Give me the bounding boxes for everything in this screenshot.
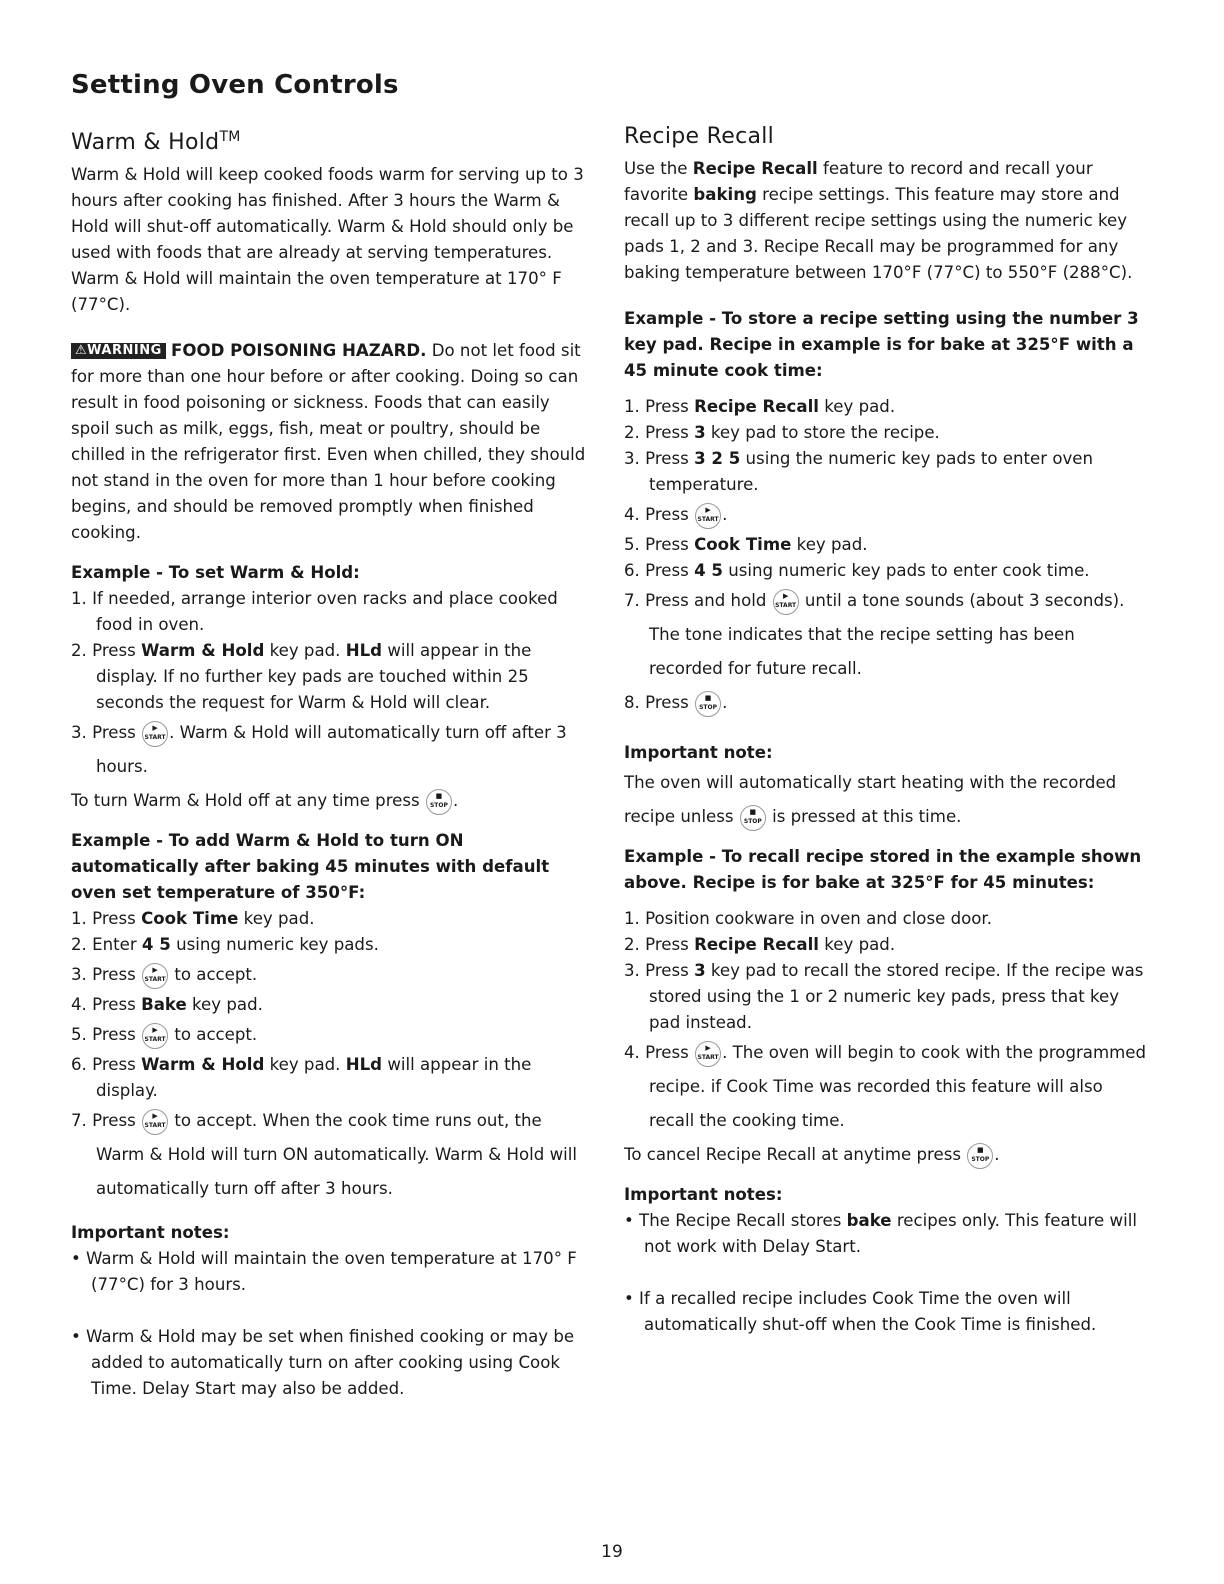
- list-item: • Warm & Hold may be set when finished cooking or may be added to automatically turn on after cooking using Cook Time. Delay Start may also be added.: [71, 1327, 575, 1398]
- stop-key-icon: ■ STOP: [695, 691, 721, 717]
- recipe-recall-section: [624, 122, 1149, 1338]
- warm-hold-notes-title: Important notes:: [71, 1223, 230, 1242]
- stop-key-icon: ■ STOP: [426, 789, 452, 815]
- list-item: • If a recalled recipe includes Cook Time the oven will automatically shut-off when the Cook Time is finished.: [624, 1289, 1097, 1334]
- warm-hold-notes: [71, 1246, 591, 1402]
- list-item: 3. Press 3 key pad to recall the stored recipe. If the recipe was stored using the 1 or 2 numeric key pads, press that key pad instead.: [624, 961, 1144, 1032]
- start-key-icon: ▶ START: [773, 589, 799, 615]
- recipe-notes-title: Important notes:: [624, 1185, 783, 1204]
- list-item: 6. Press 4 5 using numeric key pads to enter cook time.: [624, 561, 1090, 580]
- list-item: 3. Press ▶ START . Warm & Hold will automatically turn off after 3 hours.: [71, 716, 591, 784]
- example-recall-recipe-title: Example - To recall recipe stored in the example shown above. Recipe is for bake at 325°F for 45 minutes:: [624, 847, 1142, 892]
- list-item: 1. Position cookware in oven and close door.: [624, 909, 993, 928]
- start-key-icon: ▶ START: [695, 1041, 721, 1067]
- warm-hold-section: [71, 122, 591, 1402]
- turn-off-instruction: To turn Warm & Hold off at any time press ■ STOP .: [71, 784, 591, 818]
- warning-title: FOOD POISONING HAZARD.: [171, 341, 427, 360]
- cancel-recipe-recall: To cancel Recipe Recall at anytime press ■ STOP .: [624, 1138, 1149, 1172]
- stop-key-icon: ■ STOP: [740, 805, 766, 831]
- example-set-warm-hold-steps: [71, 586, 591, 784]
- start-key-icon: ▶ START: [142, 721, 168, 747]
- start-key-icon: ▶ START: [142, 963, 168, 989]
- warning-text: Do not let food sit for more than one hour before or after cooking. Doing so can result in food poisoning or sickness. Foods that can easily spoil such as milk, eggs, fish, meat or poultry, should be chilled in the refrigerator first. Even when chilled, they should not stand in the oven for more than 1 hour before cooking begins, and should be removed promptly when finished cooking.: [71, 341, 586, 542]
- list-item: 4. Press ▶ START .: [624, 498, 1149, 532]
- warm-hold-heading: Warm & Hold™: [71, 129, 241, 155]
- list-item: 1. Press Cook Time key pad.: [71, 909, 315, 928]
- recipe-recall-heading: Recipe Recall: [624, 124, 775, 149]
- start-key-icon: ▶ START: [142, 1109, 168, 1135]
- list-item: 7. Press and hold ▶ START until a tone sounds (about 3 seconds). The tone indicates that the recipe setting has been recorded for future recall.: [624, 584, 1149, 686]
- page-number: 19: [601, 1542, 623, 1562]
- warm-hold-intro: Warm & Hold will keep cooked foods warm for serving up to 3 hours after cooking has finished. After 3 hours the Warm & Hold will shut-off automatically. Warm & Hold should only be used with foods that are already at serving temperatures. Warm & Hold will maintain the oven temperature at 170° F (77°C).: [71, 165, 584, 314]
- list-item: 4. Press Bake key pad.: [71, 995, 263, 1014]
- list-item: 5. Press ▶ START to accept.: [71, 1018, 591, 1052]
- list-item: 2. Press Recipe Recall key pad.: [624, 935, 896, 954]
- list-item: 3. Press 3 2 5 using the numeric key pads to enter oven temperature.: [624, 449, 1094, 494]
- example-add-warm-hold-title: Example - To add Warm & Hold to turn ON automatically after baking 45 minutes with default oven set temperature of 350°F:: [71, 831, 550, 902]
- example-store-recipe-title: Example - To store a recipe setting using the number 3 key pad. Recipe in example is for bake at 325°F with a 45 minute cook time:: [624, 309, 1139, 380]
- list-item: 6. Press Warm & Hold key pad. HLd will appear in the display.: [71, 1055, 532, 1100]
- list-item: 1. If needed, arrange interior oven racks and place cooked food in oven.: [71, 589, 558, 634]
- list-item: 7. Press ▶ START to accept. When the cook time runs out, the Warm & Hold will turn ON automatically. Warm & Hold will automatically turn off after 3 hours.: [71, 1104, 591, 1206]
- warning-paragraph: [71, 338, 591, 546]
- list-item: 4. Press ▶ START . The oven will begin to cook with the programmed recipe. if Cook Time was recorded this feature will also recall the cooking time.: [624, 1036, 1149, 1138]
- list-item: 1. Press Recipe Recall key pad.: [624, 397, 896, 416]
- recipe-important-note: The oven will automatically start heating with the recorded recipe unless ■ STOP is pressed at this time.: [624, 766, 1149, 834]
- list-item: 2. Enter 4 5 using numeric key pads.: [71, 935, 379, 954]
- list-item: • Warm & Hold will maintain the oven temperature at 170° F (77°C) for 3 hours.: [71, 1249, 577, 1294]
- warning-badge: ⚠WARNING: [71, 343, 166, 359]
- start-key-icon: ▶ START: [695, 503, 721, 529]
- page-title: Setting Oven Controls: [71, 70, 399, 100]
- list-item: 2. Press 3 key pad to store the recipe.: [624, 423, 940, 442]
- list-item: • The Recipe Recall stores bake recipes only. This feature will not work with Delay Start.: [624, 1211, 1137, 1256]
- example-recall-recipe-steps: [624, 906, 1149, 1138]
- list-item: 3. Press ▶ START to accept.: [71, 958, 591, 992]
- stop-key-icon: ■ STOP: [967, 1143, 993, 1169]
- recipe-important-note-title: Important note:: [624, 743, 773, 762]
- list-item: 2. Press Warm & Hold key pad. HLd will appear in the display. If no further key pads are touched within 25 seconds the request for Warm & Hold will clear.: [71, 641, 532, 712]
- start-key-icon: ▶ START: [142, 1023, 168, 1049]
- example-set-warm-hold-title: Example - To set Warm & Hold:: [71, 563, 360, 582]
- recipe-notes: [624, 1208, 1149, 1338]
- list-item: 5. Press Cook Time key pad.: [624, 535, 868, 554]
- example-add-warm-hold-steps: [71, 906, 591, 1206]
- list-item: 8. Press ■ STOP .: [624, 686, 1149, 720]
- example-store-recipe-steps: [624, 394, 1149, 720]
- recipe-recall-intro: Use the Recipe Recall feature to record and recall your favorite baking recipe settings. This feature may store and recall up to 3 different recipe settings using the numeric key pads 1, 2 and 3. Recipe Recall may be programmed for any baking temperature between 170°F (77°C) to 550°F (288°C).: [624, 159, 1133, 282]
